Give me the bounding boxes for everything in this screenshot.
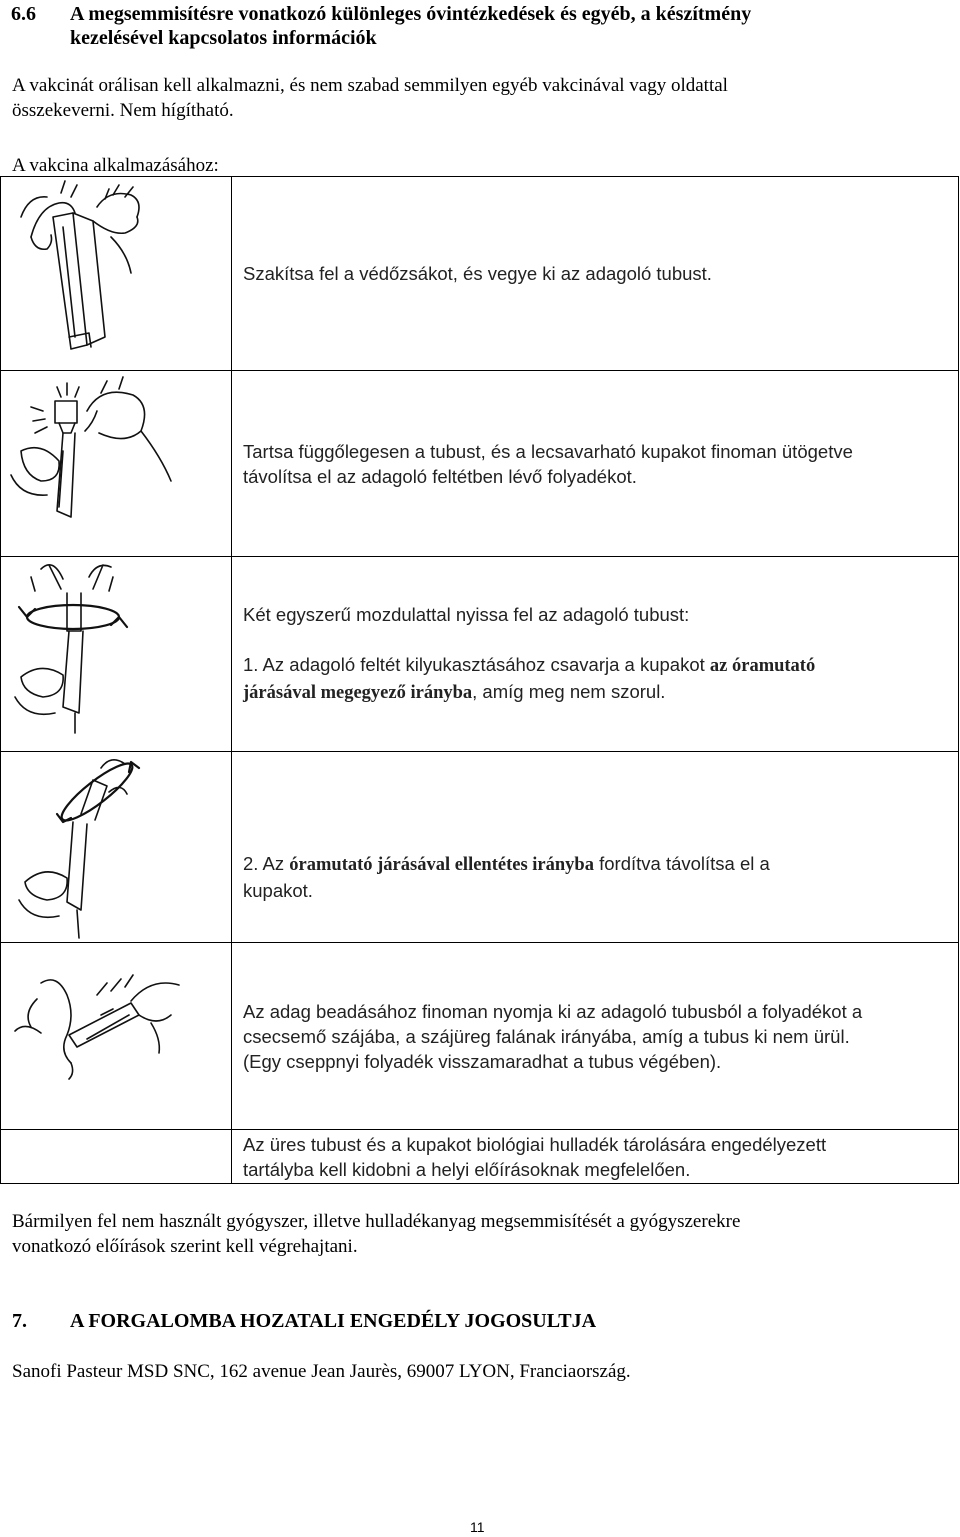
section-title: [70, 2, 950, 50]
step-3-pre: 1. Az adagoló feltét kilyukasztásához csavarja a kupakot: [243, 654, 710, 675]
step-5-text: [243, 999, 938, 1074]
step-1-text: Szakítsa fel a védőzsákot, és vegye ki az adagoló tubust.: [243, 263, 712, 284]
tear-pouch-icon: [1, 177, 231, 371]
step-illustration-cell: [1, 943, 232, 1130]
administer-dose-icon: [1, 943, 231, 1130]
flick-cap-icon: [1, 371, 231, 557]
instructions-table: [0, 176, 959, 1184]
disposal-paragraph: [12, 1209, 952, 1259]
step-row-5: [1, 943, 959, 1130]
step-illustration-cell: [1, 557, 232, 752]
step-text-cell: [232, 371, 959, 557]
step-3-text: [243, 602, 938, 706]
disposal-line2: vonatkozó előírások szerint kell végrehajtani.: [12, 1236, 358, 1257]
step-row-3: [1, 557, 959, 752]
step-3-bold2: járásával megegyező irányba: [243, 683, 473, 703]
step-5-line1: Az adag beadásához finoman nyomja ki az adagoló tubusból a folyadékot a: [243, 1000, 863, 1022]
marketing-authorisation-holder: Sanofi Pasteur MSD SNC, 162 avenue Jean Jaurès, 69007 LYON, Franciaország.: [12, 1361, 631, 1382]
intro-line1: A vakcinát orálisan kell alkalmazni, és nem szabad semmilyen egyéb vakcinával vagy oldattal: [12, 75, 728, 96]
section-7-title: A FORGALOMBA HOZATALI ENGEDÉLY JOGOSULTJA: [70, 1310, 597, 1332]
step-text-cell: [232, 943, 959, 1130]
step-4-text: [243, 791, 938, 903]
step-text-cell: [232, 752, 959, 943]
step-text-cell: [232, 1130, 959, 1184]
step-3-post: , amíg meg nem szorul.: [472, 681, 666, 702]
step-5-line2: csecsemő szájába, a szájüreg falának irányába, amíg a tubus ki nem ürül.: [243, 1025, 850, 1047]
step-2-text: [243, 439, 938, 489]
intro-paragraph: [12, 73, 952, 123]
step-4-pre: 2. Az: [243, 853, 290, 874]
step-4-line1: [243, 851, 938, 878]
step-2-line1: Tartsa függőlegesen a tubust, és a lecsavarható kupakot finoman ütögetve: [243, 440, 853, 462]
step-illustration-cell: [1, 752, 232, 943]
section-number: 6.6: [11, 3, 36, 25]
disposal-line1: Bármilyen fel nem használt gyógyszer, illetve hulladékanyag megsemmisítését a gyógyszerekre: [12, 1211, 741, 1232]
step-3-bold1: az óramutató: [709, 656, 816, 676]
step-row-6: [1, 1130, 959, 1184]
step-3-instruction: [243, 652, 938, 706]
step-row-1: [1, 177, 959, 371]
intro-line2: összekeverni. Nem hígítható.: [12, 100, 234, 121]
step-4-line2: kupakot.: [243, 880, 313, 901]
page-number: 11: [470, 1519, 485, 1535]
step-text-cell: [232, 557, 959, 752]
intro-subheading: A vakcina alkalmazásához:: [12, 155, 219, 176]
step-illustration-cell-empty: [1, 1130, 232, 1184]
step-row-4: [1, 752, 959, 943]
section-title-line2: kezelésével kapcsolatos információk: [70, 27, 377, 49]
twist-clockwise-icon: [1, 557, 231, 752]
twist-counterclockwise-icon: [1, 752, 231, 943]
step-text-cell: [232, 177, 959, 371]
step-4-post: fordítva távolítsa el a: [593, 853, 770, 874]
step-5-line3: (Egy cseppnyi folyadék visszamaradhat a tubus végében).: [243, 1050, 722, 1072]
step-6-text: [243, 1132, 938, 1182]
step-4-bold: óramutató járásával ellentétes irányba: [289, 855, 594, 875]
step-2-line2: távolítsa el az adagoló feltétben lévő folyadékot.: [243, 465, 637, 487]
step-illustration-cell: [1, 177, 232, 371]
step-3-intro: Két egyszerű mozdulattal nyissa fel az adagoló tubust:: [243, 604, 690, 625]
section-title-line1: A megsemmisítésre vonatkozó különleges óvintézkedések és egyéb, a készítmény: [70, 3, 752, 25]
step-row-2: [1, 371, 959, 557]
step-illustration-cell: [1, 371, 232, 557]
step-6-line2: tartályba kell kidobni a helyi előírásoknak megfelelően.: [243, 1158, 691, 1180]
section-7-number: 7.: [12, 1310, 27, 1332]
step-6-line1: Az üres tubust és a kupakot biológiai hulladék tárolására engedélyezett: [243, 1133, 827, 1155]
